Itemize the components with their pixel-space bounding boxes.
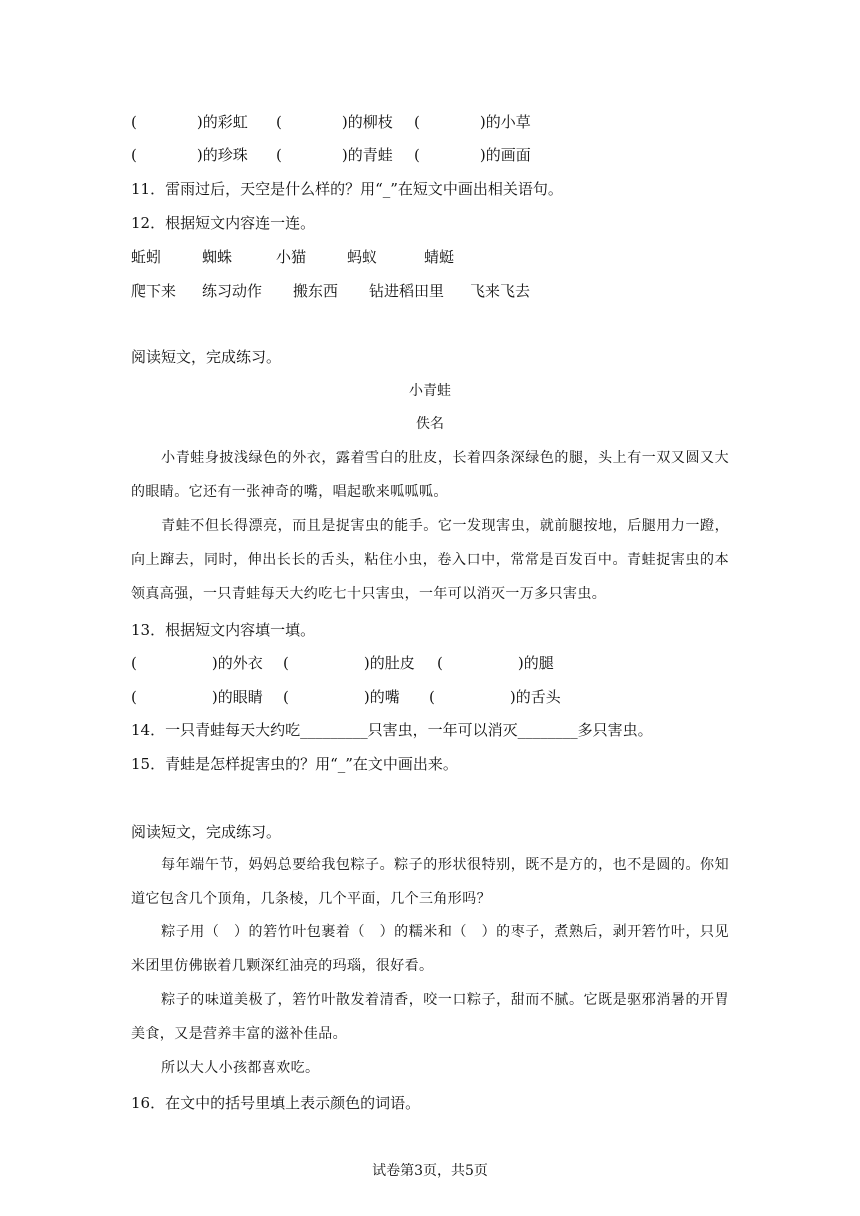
fill-item: ( )的眼睛 [131,688,263,706]
fill-item: ( )的珍珠 [131,146,248,164]
action-item: 爬下来 [131,282,177,300]
animal-item: 蚂蚁 [347,248,378,266]
section-intro: 阅读短文，完成练习。 [131,823,282,841]
passage-paragraph [131,441,729,509]
fill-item: ( )的舌头 [429,688,561,706]
fill-item: ( )的柳枝 [276,113,393,131]
paragraph-text: 所以大人小孩都喜欢吃。 [161,1060,320,1076]
action-item: 搬东西 [293,282,339,300]
passage-paragraph [131,915,729,983]
section-intro: 阅读短文，完成练习。 [131,348,282,366]
fill-item: ( )的青蛙 [276,146,393,164]
fill-item: ( )的画面 [414,146,531,164]
passage-paragraph [131,848,729,916]
fill-item: ( )的肚皮 [283,654,415,672]
passage-author: 佚名 [416,416,444,432]
paragraph-text: 小青蛙身披浅绿色的外衣，露着雪白的肚皮，长着四条深绿色的腿，头上有一双又圆又大的眼睛。它还有一张神奇的嘴，唱起歌来呱呱呱。 [131,450,729,500]
passage-paragraph [131,983,729,1051]
passage-paragraph [131,509,729,611]
fill-item: ( )的腿 [437,654,554,672]
page-footer: 试卷第3页，共5页 [372,1163,488,1179]
question-14: 14．一只青蛙每天大约吃_________只害虫，一年可以消灭________多只害虫。 [131,721,653,739]
action-item: 练习动作 [202,282,263,300]
paragraph-text: 青蛙不但长得漂亮，而且是捉害虫的能手。它一发现害虫，就前腿按地，后腿用力一蹬，向上蹿去，同时，伸出长长的舌头，粘住小虫，卷入口中，常常是百发百中。青蛙捉害虫的本领真高强，一只青蛙每天大约吃七十只害虫，一年可以消灭一万多只害虫。 [131,518,729,602]
question-15: 15．青蛙是怎样捉害虫的？用“_”在文中画出来。 [131,755,458,773]
action-item: 飞来飞去 [470,282,531,300]
passage-title: 小青蛙 [409,383,451,399]
animal-item: 小猫 [276,248,307,266]
passage-paragraph [131,1051,729,1085]
action-item: 钻进稻田里 [369,282,445,300]
question-12: 12．根据短文内容连一连。 [131,214,316,232]
paragraph-text: 每年端午节，妈妈总要给我包粽子。粽子的形状很特别，既不是方的，也不是圆的。你知道它包含几个顶角，几条棱，几个平面，几个三角形吗？ [131,857,729,907]
paragraph-text: 粽子的味道美极了，箬竹叶散发着清香，咬一口粽子，甜而不腻。它既是驱邪消暑的开胃美食，又是营养丰富的滋补佳品。 [131,992,729,1042]
question-16: 16．在文中的括号里填上表示颜色的词语。 [131,1094,421,1112]
animal-item: 蜘蛛 [202,248,233,266]
animal-item: 蜻蜓 [424,248,455,266]
paragraph-text: 粽子用（ ）的箬竹叶包裹着（ ）的糯米和（ ）的枣子，煮熟后，剥开箬竹叶，只见米团里仿佛嵌着几颗深红油亮的玛瑙，很好看。 [131,924,729,974]
fill-item: ( )的彩虹 [131,113,248,131]
fill-item: ( )的小草 [414,113,531,131]
fill-item: ( )的嘴 [283,688,400,706]
fill-item: ( )的外衣 [131,654,263,672]
question-13: 13．根据短文内容填一填。 [131,621,316,639]
question-11: 11．雷雨过后，天空是什么样的？用“_”在短文中画出相关语句。 [131,180,563,198]
animal-item: 蚯蚓 [131,248,162,266]
